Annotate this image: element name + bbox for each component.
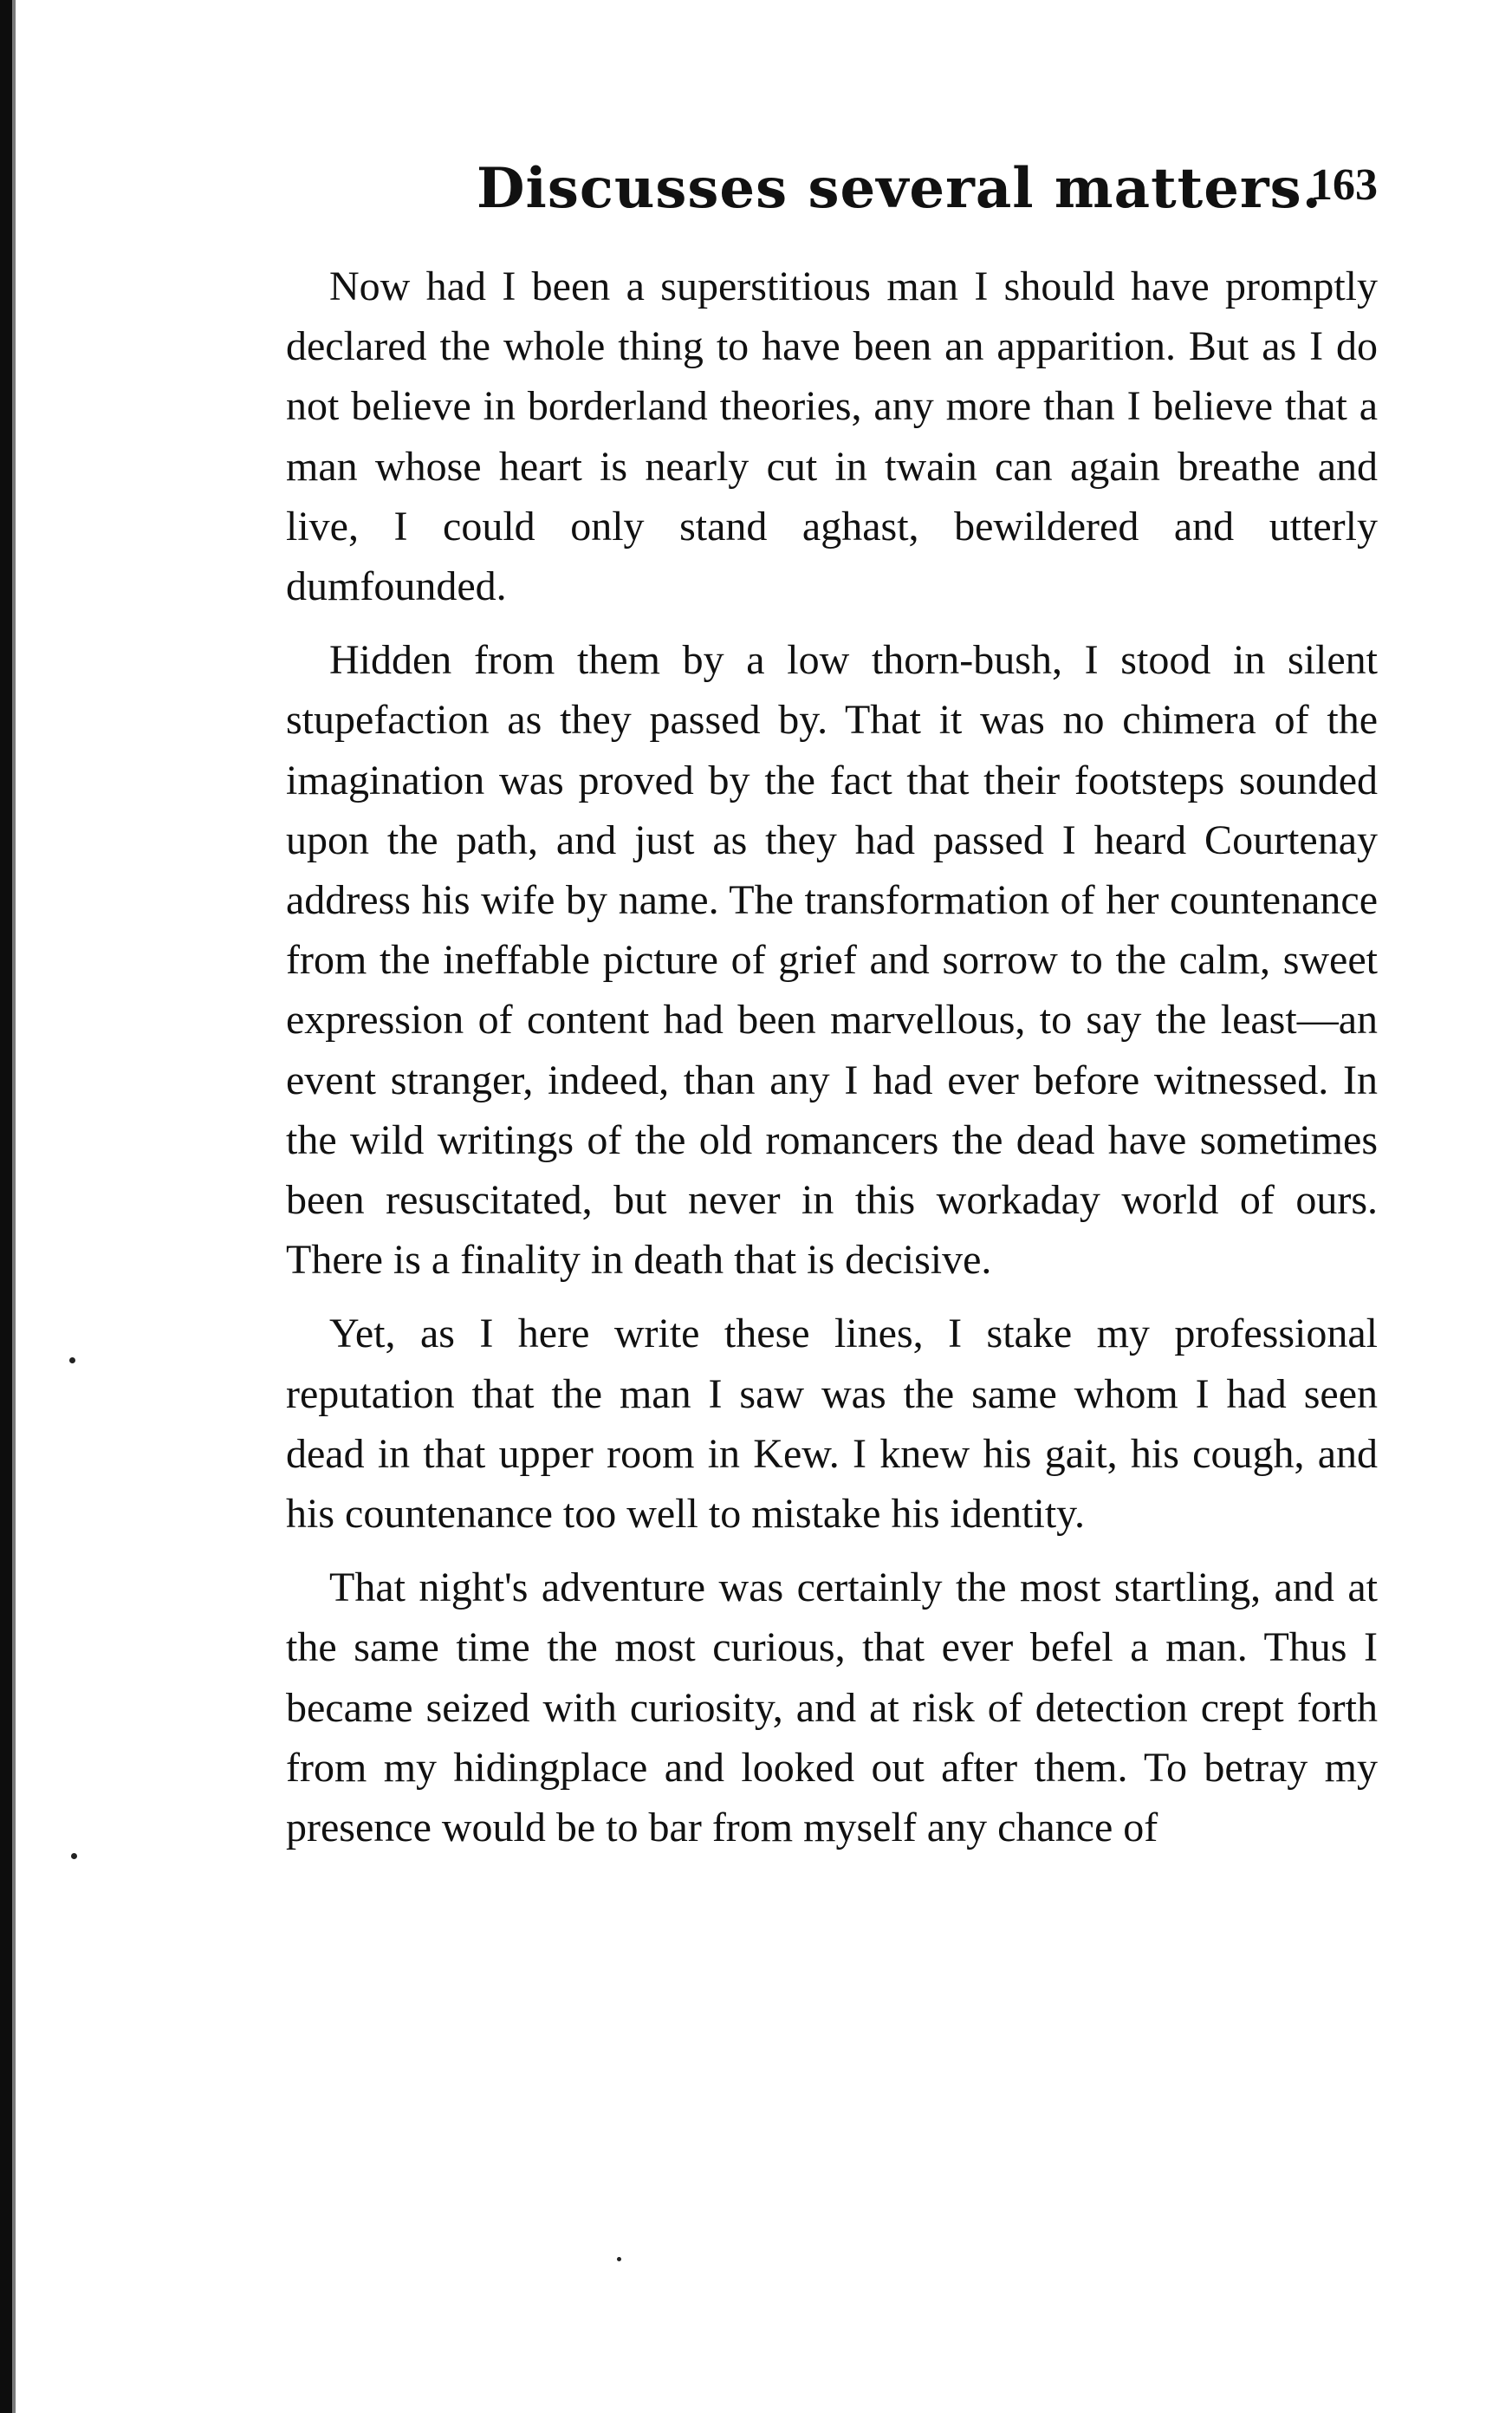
page-number: 163 [1310,160,1378,210]
paragraph-2: Hidden from them by a low thorn-bush, I stood in silent stupefaction as they passed by. That it was no chimera of the imagination was proved by the fact that their footsteps sounded upon the path, and just as they had passed I heard Courtenay address his wife by name. The transformation of her countenance from the ineffable picture of grief and sorrow to the calm, sweet expression of content had been marvellous, to say the least—an event stranger, indeed, than any I had ever before witnessed. In the wild writings of the old romancers the dead have sometimes been resuscitated, but never in this workaday world of ours. There is a finality in death that is decisive. [286,637,1378,1284]
page-binding-shadow [12,0,16,2413]
paragraph-4: That night's adventure was certainly the most startling, and at the same time the most curious, that ever befel a man. Thus I became seized with curiosity, and at risk of detection crept forth from my hidingplace and looked out after them. To betray my presence would be to bar from myself any chance of [286,1564,1378,1851]
page-binding-edge [0,0,12,2413]
running-title: Discusses several matters. [477,156,1322,221]
page-header [286,140,1378,236]
paragraph-3: Yet, as I here write these lines, I stake my professional reputation that the man I saw was the same whom I had seen dead in that upper room in Kew. I knew his gait, his cough, and his countenance too well to mistake his identity. [286,1311,1378,1538]
body-text [286,257,1378,1857]
ink-speck [69,1357,75,1363]
ink-speck [617,2257,621,2261]
ink-speck [71,1853,77,1859]
paragraph-1: Now had I been a superstitious man I should have promptly declared the whole thing to have been an apparition. But as I do not believe in borderland theories, any more than I believe that a man whose heart is nearly cut in twain can again breathe and live, I could only stand aghast, bewildered and utterly dumfounded. [286,263,1378,610]
